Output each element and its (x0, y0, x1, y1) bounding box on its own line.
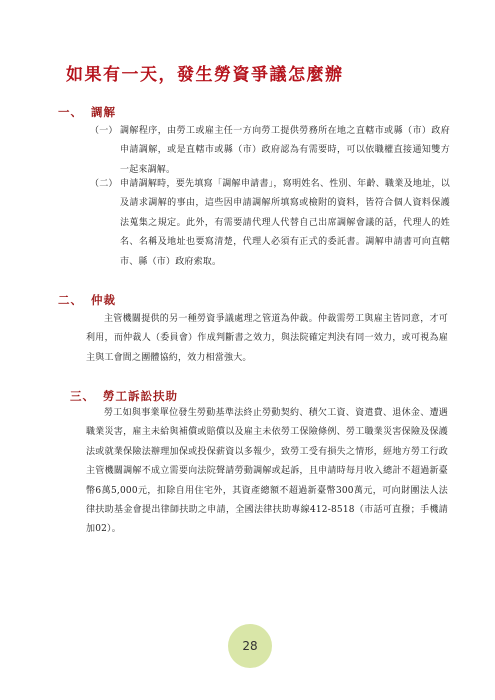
section-number: 一、 (58, 105, 83, 119)
item-marker: （二） (90, 179, 118, 189)
list-item (90, 175, 450, 272)
item-text: 申請調解時，要先填寫「調解申請書」，寫明姓名、性別、年齡、職業及地址，以及請求調解的事由，這些因申請調解所填寫或檢附的資料，皆符合個人資料保護法蒐集之規定。此外，有需要請代理人代替自己出席調解會議的話，代理人的姓名、名稱及地址也要寫清楚，代理人必須有正式的委託書。調解申請書可向直轄市、縣（市）政府索取。 (120, 179, 450, 267)
page-number-badge (228, 624, 272, 668)
section-title: 勞工訴訟扶助 (103, 389, 178, 403)
paragraph-legal-aid: 勞工如與事業單位發生勞動基準法終止勞動契約、積欠工資、資遣費、退休金、遭遇職業災害，雇主未給與補償或賠償以及雇主未依勞工保險條例、勞工職業災害保險及保護法或就業保險法辦理加保或投保薪資以多報少，致勞工受有損失之情形，經地方勞工行政主管機關調解不成立需要向法院聲請勞動調解或起訴，且申請時每月收入總計不超過新臺幣6萬5,000元，扣除自用住宅外，其資產總額不超過新臺幣300萬元，可向財團法人法律扶助基金會提出律師扶助之申請，全國法律扶助專線412-8518（市話可直撥；手機請加02）。 (86, 408, 448, 535)
item-marker: （一） (90, 126, 118, 136)
section-number: 二、 (58, 293, 83, 307)
section-title: 調解 (91, 105, 116, 119)
section-heading-legal-aid (70, 388, 470, 404)
page-title: 如果有一天，發生勞資爭議怎麼辦 (66, 65, 344, 85)
section-title: 仲裁 (91, 293, 116, 307)
list-item (90, 122, 450, 180)
page-number: 28 (242, 639, 258, 653)
section-heading-mediation (58, 104, 458, 120)
section-heading-arbitration (58, 292, 458, 308)
paragraph-arbitration: 主管機關提供的另一種勞資爭議處理之管道為仲裁。仲裁需勞工與雇主皆同意，才可利用，而仲裁人（委員會）作成判斷書之效力，與法院確定判決有同一效力，或可視為雇主與工會間之團體協約，效力相當強大。 (86, 314, 448, 363)
section-number: 三、 (70, 389, 95, 403)
item-text: 調解程序，由勞工或雇主任一方向勞工提供勞務所在地之直轄市或縣（市）政府申請調解，或是直轄市或縣（市）政府認為有需要時，可以依職權直接通知雙方一起來調解。 (120, 126, 450, 175)
